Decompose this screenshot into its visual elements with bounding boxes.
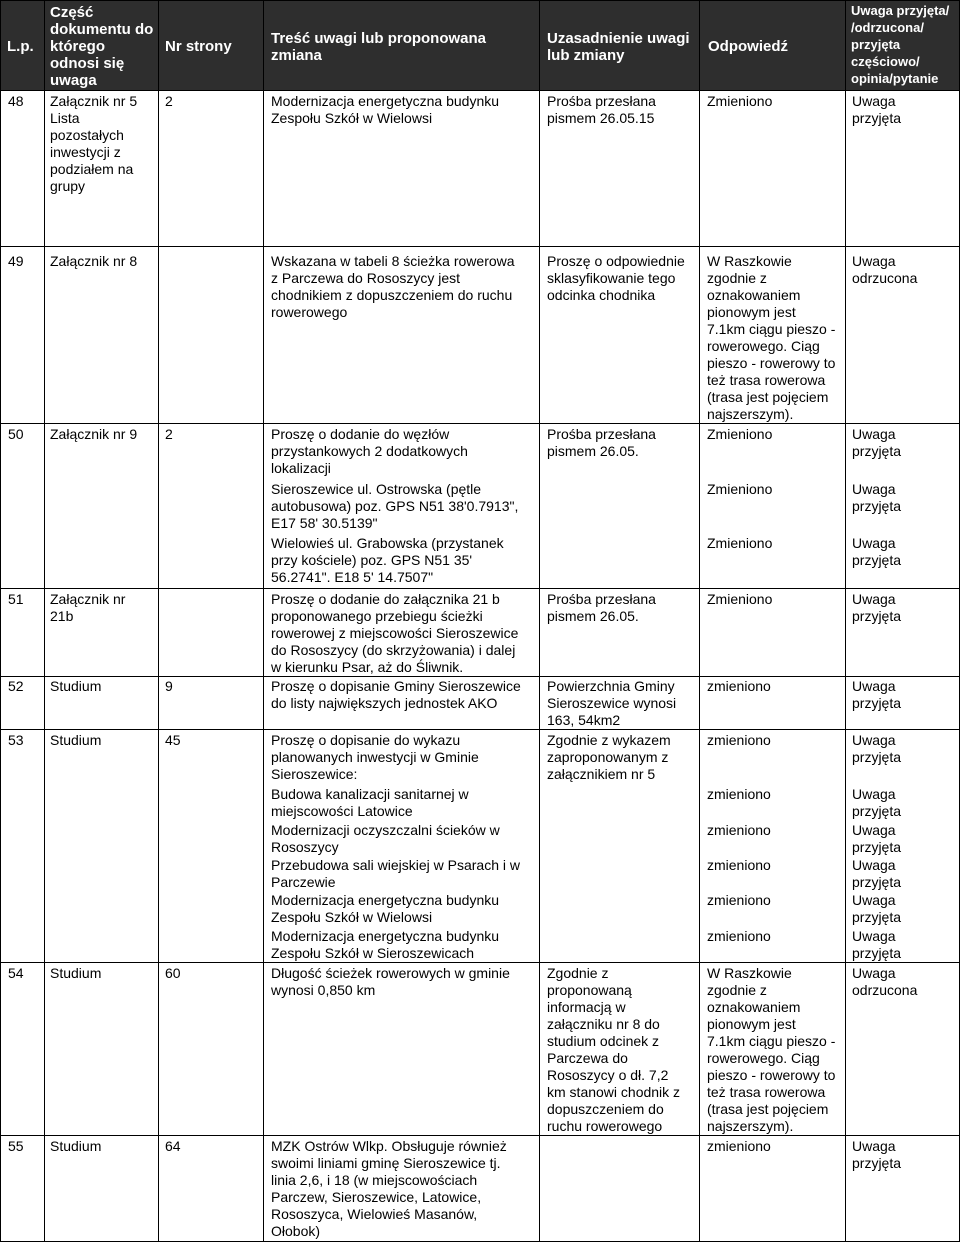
cell-odpowiedz: zmieniono — [707, 892, 771, 908]
cell-lp: 50 — [8, 426, 24, 442]
cell-czesc: Załącznik nr 21b — [50, 591, 126, 624]
cell-tresc: Proszę o dodanie do węzłów przystankowych 2 dodatkowych lokalizacji — [271, 426, 468, 476]
cell-odpowiedz: zmieniono — [707, 1138, 771, 1154]
header-uzasadnienie-cell — [540, 0, 699, 90]
cell-tresc: Budowa kanalizacji sanitarnej w miejscowości Latowice — [271, 786, 469, 819]
cell-uzasadnienie: Zgodnie z proponowaną informacją w załączniku nr 8 do studium odcinek z Parczewa do Rososzycy o dł. 7,2 km stanowi chodnik z dopuszczeniem do ruchu rowerowego — [547, 965, 681, 1134]
cell-czesc: Studium — [50, 965, 102, 981]
cell-lp: 54 — [8, 965, 24, 981]
cell-czesc: Załącznik nr 5 Lista pozostałych inwestycji z podziałem na grupy — [50, 93, 138, 194]
cell-odpowiedz: zmieniono — [707, 928, 771, 944]
header-status-cell — [846, 0, 959, 90]
cell-odpowiedz: W Raszkowie zgodnie z oznakowaniem pionowym jest 7.1km ciągu pieszo - rowerowego. Ciąg pieszo - rowerowy to też trasa rowerowa (trasa jest pojęciem najszerszym). — [707, 965, 836, 1134]
cell-tresc: Modernizacja energetyczna budynku Zespołu Szkół w Wielowsi — [271, 93, 500, 126]
cell-czesc: Studium — [50, 732, 102, 748]
cell-status: Uwaga odrzucona — [852, 965, 918, 998]
col-divider — [158, 0, 159, 1242]
cell-status: Uwaga przyjęta — [852, 786, 902, 819]
row-divider — [0, 246, 960, 247]
row-divider — [0, 676, 960, 677]
header-czesc-cell — [45, 0, 158, 90]
cell-odpowiedz: zmieniono — [707, 822, 771, 838]
cell-strona: 64 — [165, 1138, 181, 1154]
col-divider — [44, 0, 45, 1242]
cell-status: Uwaga przyjęta — [852, 426, 902, 459]
cell-odpowiedz: Zmieniono — [707, 93, 773, 109]
cell-odpowiedz: zmieniono — [707, 678, 771, 694]
cell-uzasadnienie: Zgodnie z wykazem zaproponowanym z załącznikiem nr 5 — [547, 732, 671, 782]
cell-odpowiedz: zmieniono — [707, 857, 771, 873]
cell-lp: 53 — [8, 732, 24, 748]
cell-status: Uwaga przyjęta — [852, 535, 902, 568]
row-divider — [0, 588, 960, 589]
cell-odpowiedz: Zmieniono — [707, 426, 773, 442]
cell-tresc: Proszę o dopisanie do wykazu planowanych inwestycji w Gminie Sieroszewice: — [271, 732, 479, 782]
col-divider — [699, 0, 700, 1242]
cell-status: Uwaga przyjęta — [852, 93, 902, 126]
row-divider — [0, 729, 960, 730]
cell-status: Uwaga przyjęta — [852, 1138, 902, 1171]
cell-lp: 52 — [8, 678, 24, 694]
col-divider — [263, 0, 264, 1242]
cell-czesc: Załącznik nr 9 — [50, 426, 138, 442]
header-uzasadnienie: Uzasadnienie uwagi lub zmiany — [547, 30, 690, 64]
cell-tresc: Wskazana w tabeli 8 ścieżka rowerowa z Parczewa do Rososzycy jest chodnikiem z dopuszczeniem do ruchu rowerowego — [271, 253, 515, 320]
row-divider — [0, 1135, 960, 1136]
cell-status: Uwaga przyjęta — [852, 678, 902, 711]
cell-status: Uwaga przyjęta — [852, 591, 902, 624]
cell-odpowiedz: zmieniono — [707, 732, 771, 748]
col-divider — [0, 0, 1, 1242]
cell-tresc: Modernizacji oczyszczalni ścieków w Rososzycy — [271, 822, 500, 855]
cell-status: Uwaga przyjęta — [852, 892, 902, 925]
cell-odpowiedz: Zmieniono — [707, 591, 773, 607]
header-lp: L.p. — [7, 38, 34, 55]
cell-uzasadnienie: Powierzchnia Gminy Sieroszewice wynosi 163, 54km2 — [547, 678, 677, 728]
cell-status: Uwaga odrzucona — [852, 253, 918, 286]
cell-tresc: Modernizacja energetyczna budynku Zespołu Szkół w Wielowsi — [271, 892, 500, 925]
cell-tresc: Proszę o dodanie do załącznika 21 b proponowanego przebiegu ścieżki rowerowej z miejscowości Sieroszewice do Rososzycy (do skrzyżowania) i dalej w kierunku Psar, aż do Śliwnik. — [271, 591, 519, 675]
cell-lp: 55 — [8, 1138, 24, 1154]
cell-czesc: Studium — [50, 1138, 102, 1154]
header-tresc-cell — [264, 0, 539, 90]
cell-tresc: Modernizacja energetyczna budynku Zespołu Szkół w Sieroszewicach — [271, 928, 500, 961]
col-divider — [539, 0, 540, 1242]
cell-status: Uwaga przyjęta — [852, 928, 902, 961]
header-lp-cell — [1, 0, 44, 90]
cell-strona: 45 — [165, 732, 181, 748]
cell-tresc: Długość ścieżek rowerowych w gminie wynosi 0,850 km — [271, 965, 510, 998]
cell-lp: 49 — [8, 253, 24, 269]
col-divider — [845, 0, 846, 1242]
cell-strona: 2 — [165, 426, 173, 442]
header-tresc: Treść uwagi lub proponowana zmiana — [271, 30, 487, 64]
cell-czesc: Studium — [50, 678, 102, 694]
header-odpowiedz: Odpowiedź — [708, 38, 788, 55]
cell-uzasadnienie: Prośba przesłana pismem 26.05.15 — [547, 93, 656, 126]
cell-strona: 9 — [165, 678, 173, 694]
header-odpowiedz-cell — [700, 0, 845, 90]
cell-status: Uwaga przyjęta — [852, 732, 902, 765]
cell-odpowiedz: zmieniono — [707, 786, 771, 802]
header-strona-cell — [159, 0, 263, 90]
cell-tresc: MZK Ostrów Wlkp. Obsługuje również swoimi liniami gminę Sieroszewice tj. linia 2,6, i 18 (w miejscowościach Parczew, Sieroszewice, Latowice, Rososzyca, Wielowieś Masanów, Ołobok) — [271, 1138, 507, 1239]
cell-tresc: Sieroszewice ul. Ostrowska (pętle autobusowa) poz. GPS N51 38'0.7913", E17 58' 30.5139" — [271, 481, 519, 531]
cell-strona: 60 — [165, 965, 181, 981]
cell-strona: 2 — [165, 93, 173, 109]
cell-lp: 51 — [8, 591, 24, 607]
header-status: Uwaga przyjęta/ /odrzucona/ przyjęta częściowo/ opinia/pytanie — [851, 3, 950, 86]
cell-czesc: Załącznik nr 8 — [50, 253, 138, 269]
cell-tresc: Wielowieś ul. Grabowska (przystanek przy kościele) poz. GPS N51 35' 56.2741". E18 5' 14.7507" — [271, 535, 504, 585]
header-strona: Nr strony — [165, 38, 232, 55]
cell-uzasadnienie: Prośba przesłana pismem 26.05. — [547, 591, 656, 624]
cell-uzasadnienie: Prośba przesłana pismem 26.05. — [547, 426, 656, 459]
cell-status: Uwaga przyjęta — [852, 857, 902, 890]
cell-status: Uwaga przyjęta — [852, 481, 902, 514]
cell-tresc: Przebudowa sali wiejskiej w Psarach i w Parczewie — [271, 857, 520, 890]
cell-odpowiedz: Zmieniono — [707, 481, 773, 497]
cell-lp: 48 — [8, 93, 24, 109]
row-divider — [0, 962, 960, 963]
cell-odpowiedz: Zmieniono — [707, 535, 773, 551]
header-czesc: Część dokumentu do którego odnosi się uwaga — [50, 4, 154, 89]
row-divider — [0, 90, 960, 91]
cell-uzasadnienie: Proszę o odpowiednie sklasyfikowanie tego odcinka chodnika — [547, 253, 685, 303]
cell-tresc: Proszę o dopisanie Gminy Sieroszewice do listy największych jednostek AKO — [271, 678, 521, 711]
cell-status: Uwaga przyjęta — [852, 822, 902, 855]
table-border-top — [0, 0, 960, 1]
cell-odpowiedz: W Raszkowie zgodnie z oznakowaniem pionowym jest 7.1km ciągu pieszo - rowerowego. Ciąg pieszo - rowerowy to też trasa rowerowa (trasa jest pojęciem najszerszym). — [707, 253, 836, 422]
row-divider — [0, 423, 960, 424]
